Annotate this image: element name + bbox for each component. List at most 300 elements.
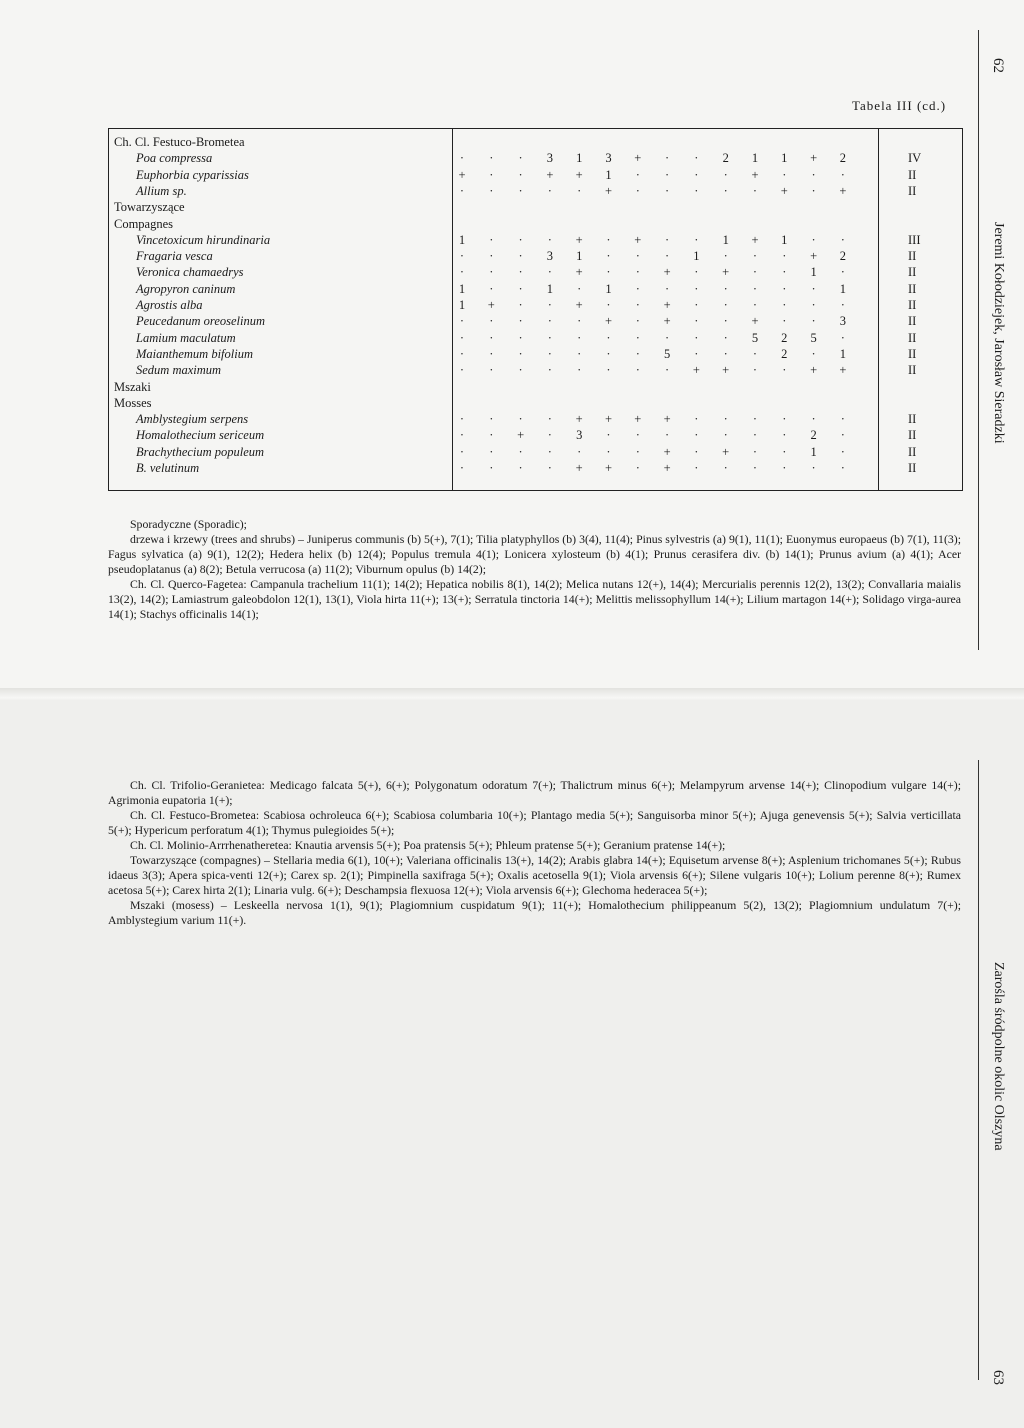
table-row [108, 460, 961, 476]
table-cell: · [606, 363, 611, 378]
table-cell: · [811, 346, 816, 361]
table-cell: · [694, 412, 699, 427]
table-cell: · [840, 298, 845, 312]
paragraph: Ch. Cl. Festuco-Brometea: Scabiosa ochroleuca 6(+); Scabiosa columbaria 10(+); Plantago media 5(+); Sanguisorba minor 5(+); Ajuga genevensis 5(+); Salvia verticillata 5(+); Hypericum perforatum 4(1); Thymus pulegioides 5(+); [108, 808, 961, 837]
table-cell: · [694, 428, 699, 443]
table-cell: · [723, 461, 728, 475]
table-cell: · [752, 249, 758, 264]
table-cell: 1 [458, 232, 466, 247]
table-cell: · [665, 151, 670, 166]
table-cell: · [606, 265, 611, 280]
table-cell: · [518, 444, 523, 459]
table-cell: · [840, 412, 845, 427]
table-cell: · [489, 232, 494, 247]
table-cell: · [665, 232, 670, 247]
table-row [108, 232, 961, 248]
table-section-row [108, 379, 961, 395]
table-cell: + [751, 167, 759, 182]
table-cell: · [518, 298, 523, 312]
species-name: Brachythecium populeum [136, 444, 265, 459]
paragraph: Mszaki (mosess) – Leskeella nervosa 1(1), 9(1); Plagiomnium cuspidatum 9(1); 11(+); Homalothecium philippeanum 5(2), 13(2); Plagiomnium undulatum 7(+); Amblystegium varium 11(+). [108, 898, 961, 927]
table-cell: + [839, 183, 847, 198]
table-cell: 1 [458, 298, 466, 312]
table-cell: + [692, 363, 700, 378]
table-row [108, 362, 961, 378]
table-cell: 2 [781, 330, 788, 345]
table-cell: · [547, 314, 552, 329]
page-number-bottom: 63 [990, 1370, 1006, 1385]
table-cell: · [489, 412, 494, 427]
table-cell: · [518, 314, 523, 329]
table-cell: + [575, 232, 583, 247]
table-cell: · [665, 330, 670, 345]
table-cell: · [723, 167, 728, 182]
species-name: Agropyron caninum [136, 281, 236, 296]
table-cell: · [811, 298, 816, 312]
table-cell: · [489, 249, 494, 264]
table-cell: · [459, 265, 465, 280]
frequency-class: II [908, 461, 917, 475]
side-rule-top [978, 30, 979, 650]
frequency-class: II [908, 265, 917, 280]
table-cell: 1 [781, 232, 788, 247]
table-cell: · [547, 183, 552, 198]
table-cell: · [547, 428, 552, 443]
table-row [108, 281, 961, 297]
table-cell: 1 [605, 167, 612, 182]
table-cell: + [634, 412, 642, 427]
table-cell: · [635, 428, 640, 443]
species-name: Poa compressa [136, 151, 213, 166]
table-cell: · [694, 444, 699, 459]
table-cell: · [840, 167, 845, 182]
table-cell: · [723, 314, 728, 329]
table-cell: 1 [546, 281, 554, 296]
table-cell: · [752, 461, 758, 475]
frequency-class: III [908, 232, 921, 247]
table-row [108, 444, 961, 460]
section-label: Mszaki [114, 379, 151, 394]
table-cell: 1 [458, 281, 466, 296]
table-cell: · [840, 232, 845, 247]
section-label: Towarzyszące [114, 200, 185, 215]
table-cell: · [518, 183, 523, 198]
frequency-class: IV [908, 151, 922, 166]
frequency-class: II [908, 314, 917, 329]
table-cell: + [517, 428, 525, 443]
table-cell: · [518, 151, 523, 166]
sporadic-species-top [108, 517, 961, 622]
table-cell: · [723, 428, 728, 443]
table-cell: · [459, 346, 465, 361]
table-cell: 3 [839, 314, 847, 329]
species-name: Sedum maximum [136, 363, 222, 378]
table-cell: · [459, 330, 465, 345]
species-name: Peucedanum oreoselinum [136, 314, 266, 329]
table-cell: + [780, 183, 788, 198]
table-cell: 1 [810, 444, 817, 459]
table-cell: · [489, 183, 494, 198]
table-cell: + [575, 265, 583, 280]
table-cell: · [723, 346, 728, 361]
table-row [108, 297, 961, 313]
table-cell: · [459, 461, 465, 475]
table-section-row [108, 199, 961, 215]
table-cell: · [723, 330, 728, 345]
table-cell: 1 [839, 281, 847, 296]
table-cell: + [604, 183, 613, 198]
table-cell: · [547, 461, 552, 475]
table-cell: + [604, 412, 613, 427]
table-cell: · [635, 346, 640, 361]
table-title: Tabela III (cd.) [852, 98, 947, 113]
table-cell: · [782, 412, 787, 427]
table-cell: · [606, 444, 611, 459]
table-cell: 1 [576, 249, 583, 264]
table-cell: 1 [751, 151, 759, 166]
running-head-bottom [984, 700, 1014, 1428]
table-cell: · [782, 314, 787, 329]
frequency-class: II [908, 428, 917, 443]
table-cell: · [811, 314, 816, 329]
table-cell: · [723, 298, 728, 312]
table-cell: · [577, 363, 582, 378]
table-cell: 1 [576, 151, 583, 166]
table-cell: · [459, 444, 465, 459]
table-cell: · [635, 298, 640, 312]
table-cell: + [663, 298, 671, 312]
species-name: Euphorbia cyparissias [136, 167, 249, 182]
table-cell: · [782, 298, 787, 312]
paragraph: drzewa i krzewy (trees and shrubs) – Juniperus communis (b) 5(+), 7(1); Tilia platyphyllos (b) 3(4), 11(4); Pinus sylvestris (a) 9(1), 11(1); Euonymus europaeus (b) 7(1), 11(3); Fagus sylvatica (a) 9(1), 12(2); Hedera helix (b) 12(4); Populus tremula 4(1); Lonicera xylosteum (b) 4(1); Prunus cerasifera div. (b) 14(1); Prunus avium (a) 4(1); Acer pseudoplatanus (a) 8(2); Betula verrucosa (a) 11(2); Viburnum opulus (b) 14(2); [108, 532, 961, 576]
frequency-class: II [908, 183, 917, 198]
table-cell: · [489, 363, 494, 378]
table-cell: · [782, 428, 787, 443]
table-cell: 1 [722, 232, 729, 247]
table-cell: · [518, 265, 523, 280]
table-cell: + [663, 314, 671, 329]
table-cell: · [782, 363, 787, 378]
table-cell: · [489, 461, 494, 475]
table-cell: · [459, 314, 465, 329]
table-cell: · [665, 428, 670, 443]
table-cell: + [458, 167, 466, 182]
table-cell: · [811, 412, 816, 427]
table-row [108, 150, 961, 166]
frequency-class: II [908, 444, 917, 459]
table-cell: · [577, 330, 582, 345]
table-cell: · [665, 167, 670, 182]
table-cell: + [663, 461, 671, 475]
table-cell: + [575, 412, 583, 427]
table-section-row [108, 216, 961, 232]
table-cell: · [694, 314, 699, 329]
table-cell: · [577, 183, 582, 198]
frequency-class: II [908, 363, 917, 378]
table-cell: 1 [693, 249, 700, 264]
table-cell: 2 [839, 151, 847, 166]
table-cell: · [840, 444, 845, 459]
table-cell: · [606, 428, 611, 443]
table-cell: · [723, 183, 728, 198]
species-name: Lamium maculatum [136, 330, 236, 345]
table-cell: · [694, 232, 699, 247]
table-cell: · [489, 167, 494, 182]
frequency-class: II [908, 167, 917, 182]
table-cell: · [694, 346, 699, 361]
table-cell: · [635, 363, 640, 378]
table-cell: · [694, 183, 699, 198]
table-cell: · [635, 265, 640, 280]
table-cell: + [663, 265, 671, 280]
page-number-top: 62 [990, 58, 1006, 73]
table-cell: · [547, 330, 552, 345]
table-cell: · [811, 281, 816, 296]
table-cell: 3 [605, 151, 612, 166]
running-head-top [984, 0, 1014, 690]
paragraph: Ch. Cl. Trifolio-Geranietea: Medicago falcata 5(+), 6(+); Polygonatum odoratum 7(+); Thalictrum minus 6(+); Melampyrum arvense 14(+); Clinopodium vulgare 14(+); Agrimonia eupatoria 1(+); [108, 778, 961, 807]
paragraph: Ch. Cl. Molinio-Arrrhenatheretea: Knautia arvensis 5(+); Poa pratensis 5(+); Phleum pratense 5(+); Geranium pratense 14(+); [130, 838, 726, 852]
table-cell: 5 [751, 330, 759, 345]
table-row [108, 330, 961, 346]
table-cell: + [634, 151, 642, 166]
table-cell: · [811, 167, 816, 182]
table-cell: + [604, 461, 613, 475]
table-cell: 1 [781, 151, 788, 166]
table-cell: · [723, 249, 728, 264]
table-cell: 2 [810, 428, 817, 443]
table-cell: · [811, 183, 816, 198]
table-cell: · [459, 183, 465, 198]
frequency-class: II [908, 412, 917, 427]
table-section-row [108, 134, 961, 150]
table-cell: · [782, 461, 787, 475]
frequency-class: II [908, 281, 917, 296]
table-cell: · [577, 444, 582, 459]
species-name: Amblystegium serpens [136, 412, 249, 427]
section-label: Compagnes [114, 216, 174, 231]
table-cell: · [577, 314, 582, 329]
table-section-row [108, 395, 961, 411]
table-cell: · [782, 265, 787, 280]
table-cell: · [489, 346, 494, 361]
table-cell: · [518, 330, 523, 345]
table-cell: · [635, 167, 640, 182]
table-cell: · [635, 461, 640, 475]
table-cell: · [694, 298, 699, 312]
table-cell: · [752, 346, 758, 361]
section-label: Ch. Cl. Festuco-Brometea [114, 135, 245, 149]
frequency-class: II [908, 346, 917, 361]
table-cell: 5 [663, 346, 671, 361]
table-cell: · [518, 363, 523, 378]
table-cell: + [839, 363, 847, 378]
table-cell: · [606, 330, 611, 345]
table-cell: 3 [546, 249, 554, 264]
table-cell: · [635, 183, 640, 198]
table-cell: · [547, 346, 552, 361]
table-cell: + [487, 298, 495, 312]
table-cell: + [663, 444, 671, 459]
table-cell: · [459, 363, 465, 378]
species-name: Homalothecium sericeum [136, 428, 265, 443]
table-cell: · [518, 412, 523, 427]
table-cell: 2 [722, 151, 729, 166]
table-cell: + [722, 444, 730, 459]
table-cell: + [634, 232, 642, 247]
table-cell: · [752, 298, 758, 312]
table-cell: 1 [839, 346, 847, 361]
species-name: Veronica chamaedrys [136, 265, 244, 280]
table-cell: · [459, 412, 465, 427]
table-cell: · [547, 412, 552, 427]
table-cell: + [604, 314, 613, 329]
table-cell: · [723, 412, 728, 427]
table-cell: · [694, 167, 699, 182]
table-cell: · [752, 363, 758, 378]
table-cell: · [694, 265, 699, 280]
table-cell: · [782, 167, 787, 182]
table-cell: + [722, 363, 730, 378]
table-cell: + [810, 363, 818, 378]
table-cell: · [547, 232, 552, 247]
table-cell: 5 [810, 330, 817, 345]
table-cell: + [663, 412, 671, 427]
table-cell: · [752, 444, 758, 459]
table-cell: · [606, 346, 611, 361]
table-cell: · [840, 428, 845, 443]
table-cell: · [840, 265, 845, 280]
table-cell: 1 [810, 265, 817, 280]
table-cell: · [489, 444, 494, 459]
table-cell: · [489, 330, 494, 345]
table-row [108, 346, 961, 362]
table-cell: · [811, 461, 816, 475]
table-cell: · [518, 167, 523, 182]
table-cell: · [723, 281, 728, 296]
table-cell: + [575, 298, 583, 312]
paragraph: Towarzyszące (compagnes) – Stellaria media 6(1), 10(+); Valeriana officinalis 13(+), 14(2); Arabis glabra 14(+); Equisetum arvense 8(+); Asplenium trichomanes 5(+); Rubus idaeus 3(3); Apera spica-venti 12(+); Carex sp. 2(1); Pimpinella saxifraga 5(+); Oxalis acetosella 9(1); Viola arvensis 6(+); Silene vulgaris 10(+); Lolium perenne 8(+); Rumex acetosa 5(+); Carex hirta 2(1); Linaria vulg. 6(+); Deschampsia flexuosa 12(+); Viola arvensis 6(+); Glechoma hederacea 5(+); [108, 853, 961, 897]
table-cell: · [489, 265, 494, 280]
table-cell: · [547, 444, 552, 459]
table-cell: · [518, 461, 523, 475]
table-cell: · [694, 461, 699, 475]
side-rule-bottom [978, 760, 979, 1380]
table-row [108, 313, 961, 329]
species-name: Agrostis alba [136, 298, 203, 312]
species-name: Vincetoxicum hirundinaria [136, 232, 271, 247]
table-cell: · [665, 281, 670, 296]
table-cell: · [606, 249, 611, 264]
table-row [108, 183, 961, 199]
table-cell: · [635, 314, 640, 329]
table-cell: · [606, 232, 611, 247]
table-cell: · [782, 249, 787, 264]
table-cell: · [665, 249, 670, 264]
table-cell: + [546, 167, 554, 182]
section-label: Mosses [114, 395, 152, 410]
table-cell: · [752, 265, 758, 280]
table-cell: 2 [839, 249, 847, 264]
running-head-authors: Jeremi Kołodziejek, Jarosław Sieradzki [991, 222, 1006, 444]
table-cell: · [489, 428, 494, 443]
table-cell: + [575, 167, 583, 182]
table-cell: · [782, 444, 787, 459]
table-cell: · [694, 330, 699, 345]
table-cell: · [840, 330, 845, 345]
table-row [108, 264, 961, 280]
table-cell: · [752, 428, 758, 443]
table-cell: + [722, 265, 730, 280]
table-cell: · [547, 265, 552, 280]
species-name: B. velutinum [136, 461, 200, 475]
paragraph: Ch. Cl. Querco-Fagetea: Campanula trachelium 11(1); 14(2); Hepatica nobilis 8(1), 14(2); Melica nutans 12(+), 14(4); Mercurialis perennis 12(2), 13(2); Convallaria maialis 13(2), 14(2); Lamiastrum galeobdolon 12(1), 13(1), Viola hirta 11(+); 13(+); Serratula tinctoria 14(+); Melittis melissophyllum 14(+); Lilium martagon 14(+); Solidago virga-aurea 14(1); Stachys officinalis 14(1); [108, 577, 961, 621]
table-cell: + [810, 151, 818, 166]
table-cell: · [635, 281, 640, 296]
table-cell: · [518, 232, 523, 247]
table-cell: · [635, 249, 640, 264]
frequency-class: II [908, 298, 917, 312]
table-cell: · [459, 428, 465, 443]
species-name: Maianthemum bifolium [136, 346, 254, 361]
table-cell: · [547, 363, 552, 378]
table-cell: · [606, 298, 611, 312]
table-row [108, 411, 961, 427]
table-cell: · [694, 281, 699, 296]
species-name: Allium sp. [136, 183, 187, 198]
table-cell: · [665, 183, 670, 198]
running-head-title: Zarośla śródpolne okolic Olszyna [991, 962, 1006, 1151]
table-cell: · [811, 232, 816, 247]
table-cell: · [489, 281, 494, 296]
table-cell: · [547, 298, 552, 312]
table-cell: · [518, 249, 523, 264]
table-cell: · [518, 281, 523, 296]
sporadic-species-bottom [108, 778, 961, 928]
table-cell: 2 [781, 346, 788, 361]
table-cell: · [782, 281, 787, 296]
table-cell: · [694, 151, 699, 166]
table-cell: · [752, 281, 758, 296]
table-cell: · [635, 444, 640, 459]
table-cell: + [751, 314, 759, 329]
table-row [108, 427, 961, 443]
table-cell: 3 [546, 151, 554, 166]
table-cell: · [459, 249, 465, 264]
table-cell: · [752, 183, 758, 198]
species-name: Fragaria vesca [136, 249, 213, 264]
table-cell: · [489, 151, 494, 166]
table-cell: · [840, 461, 845, 475]
table-cell: · [577, 281, 582, 296]
table-cell: + [575, 461, 583, 475]
table-cell: · [518, 346, 523, 361]
paragraph: Sporadyczne (Sporadic); [130, 517, 247, 531]
table-cell: 1 [605, 281, 612, 296]
table-row [108, 167, 961, 183]
table-cell: · [665, 363, 670, 378]
frequency-class: II [908, 330, 917, 345]
table-row [108, 248, 961, 264]
table-cell: 3 [576, 428, 583, 443]
table-cell: · [489, 314, 494, 329]
frequency-class: II [908, 249, 917, 264]
table-cell: + [810, 249, 818, 264]
table-cell: + [751, 232, 759, 247]
table-cell: · [459, 151, 465, 166]
table-cell: · [752, 412, 758, 427]
table-cell: · [635, 330, 640, 345]
